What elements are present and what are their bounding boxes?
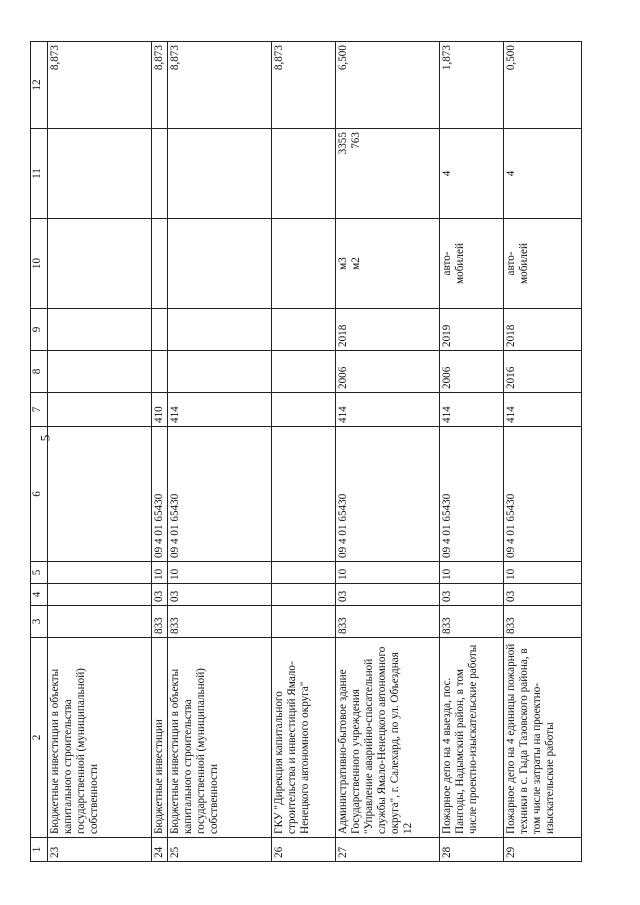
row-number: 26 (272, 838, 336, 862)
cell-subsection: 10 (168, 562, 272, 584)
cell-ministry: 833 (168, 606, 272, 638)
cell-subsection: 10 (504, 562, 582, 584)
cell-capacity (48, 129, 152, 219)
cell-start-year: 2016 (504, 351, 582, 393)
row-number: 25 (168, 838, 272, 862)
cell-target-article (48, 427, 152, 562)
cell-ministry: 833 (504, 606, 582, 638)
table-row (48, 42, 152, 862)
col-header: 9 (31, 309, 48, 351)
row-number: 24 (152, 838, 168, 862)
cell-expense-type (48, 393, 152, 427)
cell-amount: 8,873 (272, 42, 336, 129)
cell-subsection: 10 (440, 562, 504, 584)
cell-start-year (168, 351, 272, 393)
cell-subsection (48, 562, 152, 584)
budget-table (30, 41, 582, 862)
row-number: 23 (48, 838, 152, 862)
row-description: ГКУ "Дирекция капитального строительства и инвестиций Ямало-Ненецкого автономного округа" (272, 638, 336, 838)
cell-capacity (152, 129, 168, 219)
cell-end-year (152, 309, 168, 351)
col-header: 8 (31, 351, 48, 393)
row-number: 27 (336, 838, 440, 862)
cell-end-year (272, 309, 336, 351)
row-description: Бюджетные инвестиции в объекты капитального строительства государственной (муниципальной) собственности (168, 638, 272, 838)
cell-expense-type: 414 (168, 393, 272, 427)
cell-amount: 6,500 (336, 42, 440, 129)
cell-unit (168, 219, 272, 309)
cell-section: 03 (152, 584, 168, 606)
cell-capacity: 3355 763 (336, 129, 440, 219)
cell-capacity (168, 129, 272, 219)
table-row (272, 42, 336, 862)
cell-start-year: 2006 (440, 351, 504, 393)
cell-start-year (48, 351, 152, 393)
cell-subsection: 10 (152, 562, 168, 584)
table-row (440, 42, 504, 862)
col-header: 4 (31, 584, 48, 606)
cell-target-article: 09 4 01 65430 (152, 427, 168, 562)
cell-unit (48, 219, 152, 309)
cell-end-year: 2018 (504, 309, 582, 351)
table-row (504, 42, 582, 862)
cell-amount: 0,500 (504, 42, 582, 129)
cell-target-article: 09 4 01 65430 (440, 427, 504, 562)
col-header: 11 (31, 129, 48, 219)
cell-amount: 8,873 (48, 42, 152, 129)
cell-capacity (272, 129, 336, 219)
cell-unit: авто- мобилей (504, 219, 582, 309)
col-header: 12 (31, 42, 48, 129)
cell-unit: м3 м2 (336, 219, 440, 309)
col-header: 2 (31, 638, 48, 838)
cell-ministry: 833 (440, 606, 504, 638)
cell-expense-type: 410 (152, 393, 168, 427)
cell-target-article: 09 4 01 65430 (336, 427, 440, 562)
header-row (31, 42, 48, 862)
cell-end-year: 2019 (440, 309, 504, 351)
table-row (152, 42, 168, 862)
cell-end-year: 2018 (336, 309, 440, 351)
cell-expense-type: 414 (440, 393, 504, 427)
table-row (168, 42, 272, 862)
cell-end-year (48, 309, 152, 351)
cell-section (48, 584, 152, 606)
col-header: 6 (31, 427, 48, 562)
col-header: 3 (31, 606, 48, 638)
col-header: 10 (31, 219, 48, 309)
cell-target-article: 09 4 01 65430 (504, 427, 582, 562)
row-number: 28 (440, 838, 504, 862)
cell-expense-type: 414 (336, 393, 440, 427)
cell-unit: авто- мобилей (440, 219, 504, 309)
cell-section (272, 584, 336, 606)
col-header: 1 (31, 838, 48, 862)
cell-section: 03 (440, 584, 504, 606)
cell-ministry (272, 606, 336, 638)
cell-start-year (272, 351, 336, 393)
cell-expense-type (272, 393, 336, 427)
row-description: Пожарное депо на 4 единицы пожарной техники в с. Гыда Тазовского района, в том числе затраты на проектно-изыскательские работы (504, 638, 582, 838)
cell-unit (272, 219, 336, 309)
cell-end-year (168, 309, 272, 351)
table-row (336, 42, 440, 862)
cell-ministry (48, 606, 152, 638)
rotated-table-container (30, 42, 610, 862)
cell-section: 03 (336, 584, 440, 606)
row-description: Бюджетные инвестиции в объекты капитального строительства государственной (муниципальной) собственности (48, 638, 152, 838)
cell-unit (152, 219, 168, 309)
col-header: 5 (31, 562, 48, 584)
cell-amount: 1,873 (440, 42, 504, 129)
cell-target-article: 09 4 01 65430 (168, 427, 272, 562)
cell-ministry: 833 (336, 606, 440, 638)
cell-expense-type: 414 (504, 393, 582, 427)
cell-capacity: 4 (440, 129, 504, 219)
row-description: Административно-бытовое здание Государственного учреждения "Управление аварийно-спасательной службы Ямало-Ненецкого автономного округа", г. Салехард, по ул. Объездная 12 (336, 638, 440, 838)
row-number: 29 (504, 838, 582, 862)
cell-capacity: 4 (504, 129, 582, 219)
cell-amount: 8,873 (168, 42, 272, 129)
col-header: 7 (31, 393, 48, 427)
row-description: Бюджетные инвестиции (152, 638, 168, 838)
page-number: 5 (37, 434, 53, 442)
cell-subsection: 10 (336, 562, 440, 584)
cell-ministry: 833 (152, 606, 168, 638)
cell-section: 03 (504, 584, 582, 606)
cell-section: 03 (168, 584, 272, 606)
cell-start-year: 2006 (336, 351, 440, 393)
cell-target-article (272, 427, 336, 562)
cell-subsection (272, 562, 336, 584)
cell-amount: 8,873 (152, 42, 168, 129)
row-description: Пожарное депо на 4 выезда, пос. Пангоды, Надымский район, в том числе проектно-изыскательские работы (440, 638, 504, 838)
cell-start-year (152, 351, 168, 393)
